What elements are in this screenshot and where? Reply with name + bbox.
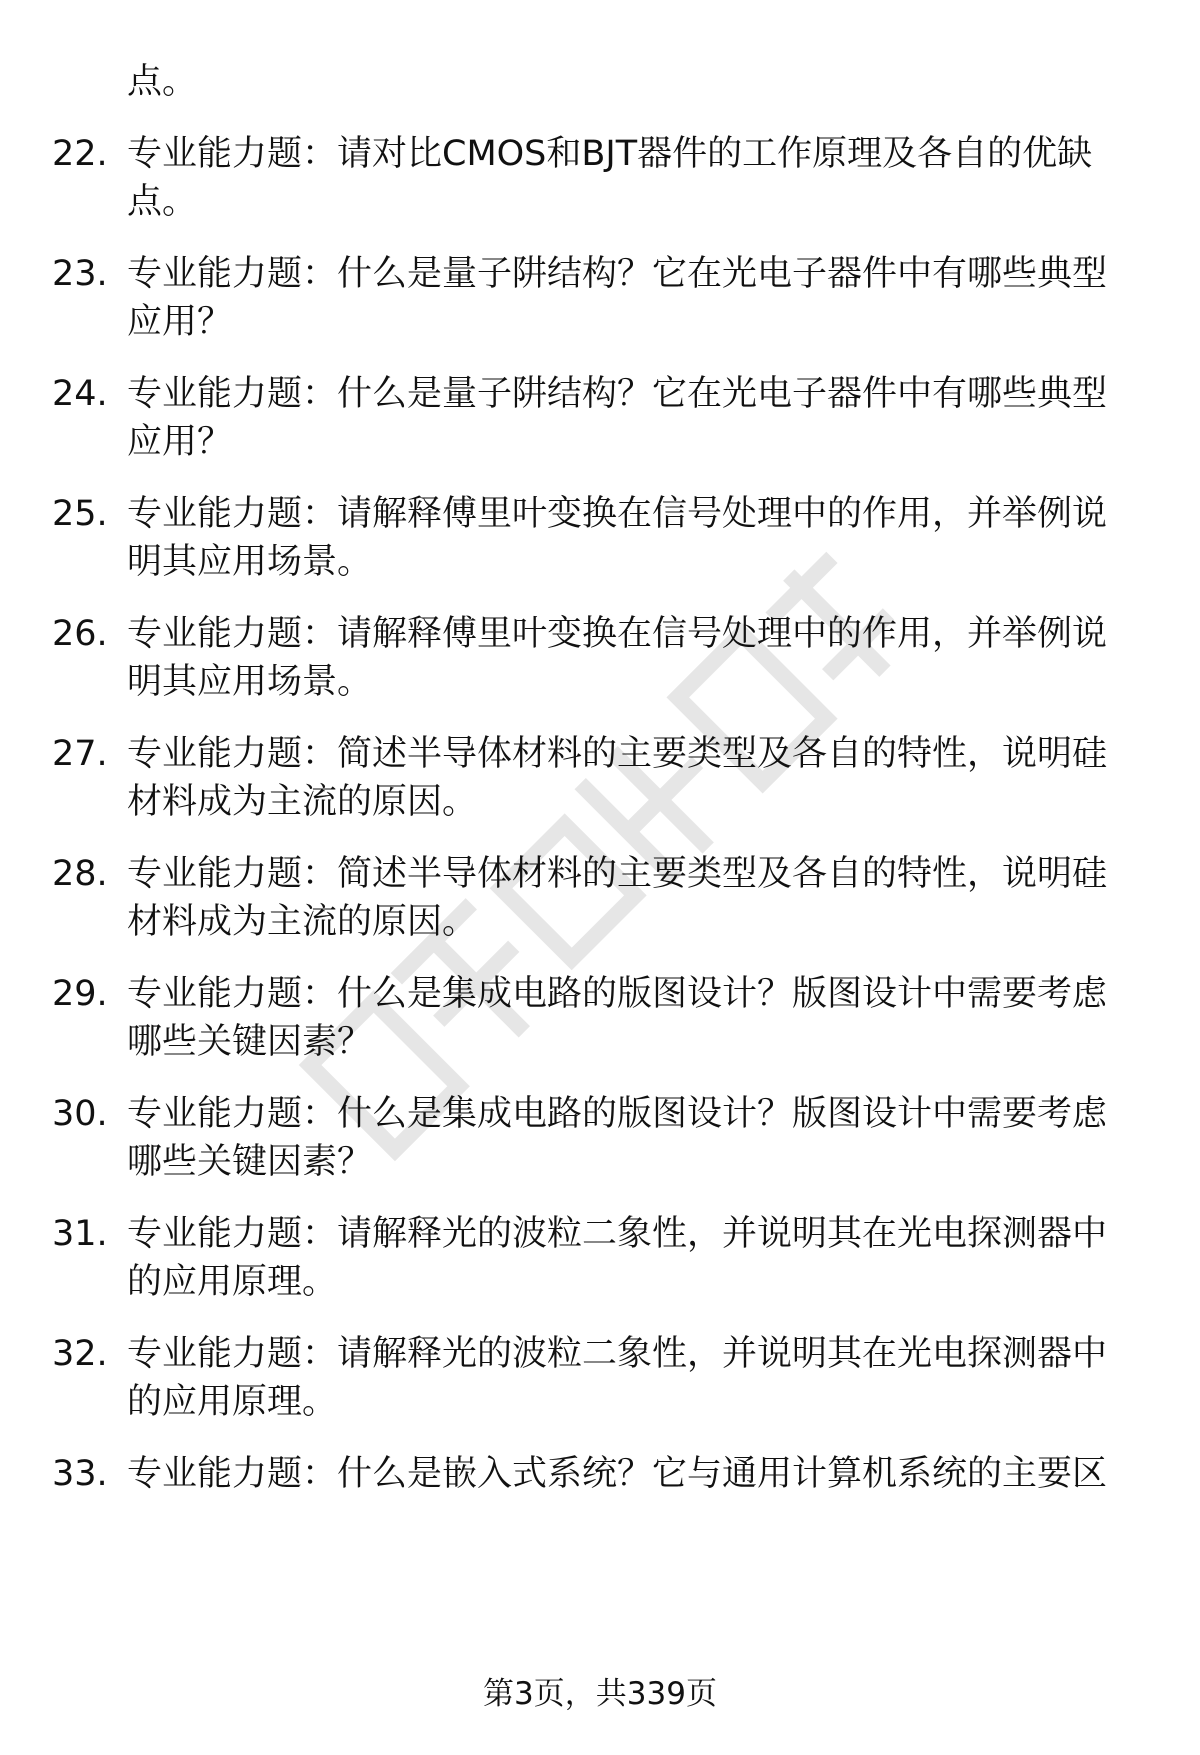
question-item <box>0 130 1200 230</box>
question-item <box>0 1450 1200 1550</box>
question-text: 专业能力题：请解释傅里叶变换在信号处理中的作用，并举例说 <box>127 494 1108 534</box>
question-text: 专业能力题：什么是量子阱结构？它在光电子器件中有哪些典型 <box>127 254 1108 294</box>
question-text: 专业能力题：请解释光的波粒二象性，并说明其在光电探测器中 <box>127 1334 1108 1374</box>
question-item <box>0 1210 1200 1310</box>
question-text: 专业能力题：简述半导体材料的主要类型及各自的特性，说明硅 <box>127 854 1108 894</box>
question-text-continued: 明其应用场景。 <box>127 662 373 702</box>
question-text-continued: 哪些关键因素？ <box>127 1142 373 1182</box>
question-number: 23. <box>52 254 108 294</box>
question-text: 专业能力题：什么是量子阱结构？它在光电子器件中有哪些典型 <box>127 374 1108 414</box>
question-number: 25. <box>52 494 108 534</box>
question-text: 专业能力题：请解释光的波粒二象性，并说明其在光电探测器中 <box>127 1214 1108 1254</box>
question-item <box>0 850 1200 950</box>
question-text-continued: 明其应用场景。 <box>127 542 373 582</box>
question-text: 专业能力题：什么是嵌入式系统？它与通用计算机系统的主要区 <box>127 1454 1108 1494</box>
question-item <box>0 250 1200 350</box>
question-text-continued: 材料成为主流的原因。 <box>127 902 478 942</box>
page-number-footer: 第3页，共339页 <box>483 1676 717 1712</box>
question-text-continued: 的应用原理。 <box>127 1262 338 1302</box>
question-item <box>0 1090 1200 1190</box>
question-item <box>0 730 1200 830</box>
question-number: 22. <box>52 134 108 174</box>
question-text: 专业能力题：简述半导体材料的主要类型及各自的特性，说明硅 <box>127 734 1108 774</box>
question-number: 30. <box>52 1094 108 1134</box>
question-number: 33. <box>52 1454 108 1494</box>
question-text: 专业能力题：请解释傅里叶变换在信号处理中的作用，并举例说 <box>127 614 1108 654</box>
question-number: 32. <box>52 1334 108 1374</box>
question-number: 31. <box>52 1214 108 1254</box>
continuation-text: 点。 <box>127 62 198 102</box>
question-text-continued: 应用？ <box>127 422 233 462</box>
question-text: 专业能力题：请对比CMOS和BJT器件的工作原理及各自的优缺 <box>127 134 1093 174</box>
question-item <box>0 1330 1200 1430</box>
question-item <box>0 490 1200 590</box>
question-item <box>0 610 1200 710</box>
question-item <box>0 370 1200 470</box>
question-number: 29. <box>52 974 108 1014</box>
question-text-continued: 点。 <box>127 182 198 222</box>
question-number: 24. <box>52 374 108 414</box>
question-text: 专业能力题：什么是集成电路的版图设计？版图设计中需要考虑 <box>127 974 1108 1014</box>
question-number: 28. <box>52 854 108 894</box>
question-number: 26. <box>52 614 108 654</box>
question-text-continued: 的应用原理。 <box>127 1382 338 1422</box>
question-text: 专业能力题：什么是集成电路的版图设计？版图设计中需要考虑 <box>127 1094 1108 1134</box>
question-number: 27. <box>52 734 108 774</box>
question-text-continued: 材料成为主流的原因。 <box>127 782 478 822</box>
question-item <box>0 970 1200 1070</box>
question-text-continued: 应用？ <box>127 302 233 342</box>
question-text-continued: 哪些关键因素？ <box>127 1022 373 1062</box>
